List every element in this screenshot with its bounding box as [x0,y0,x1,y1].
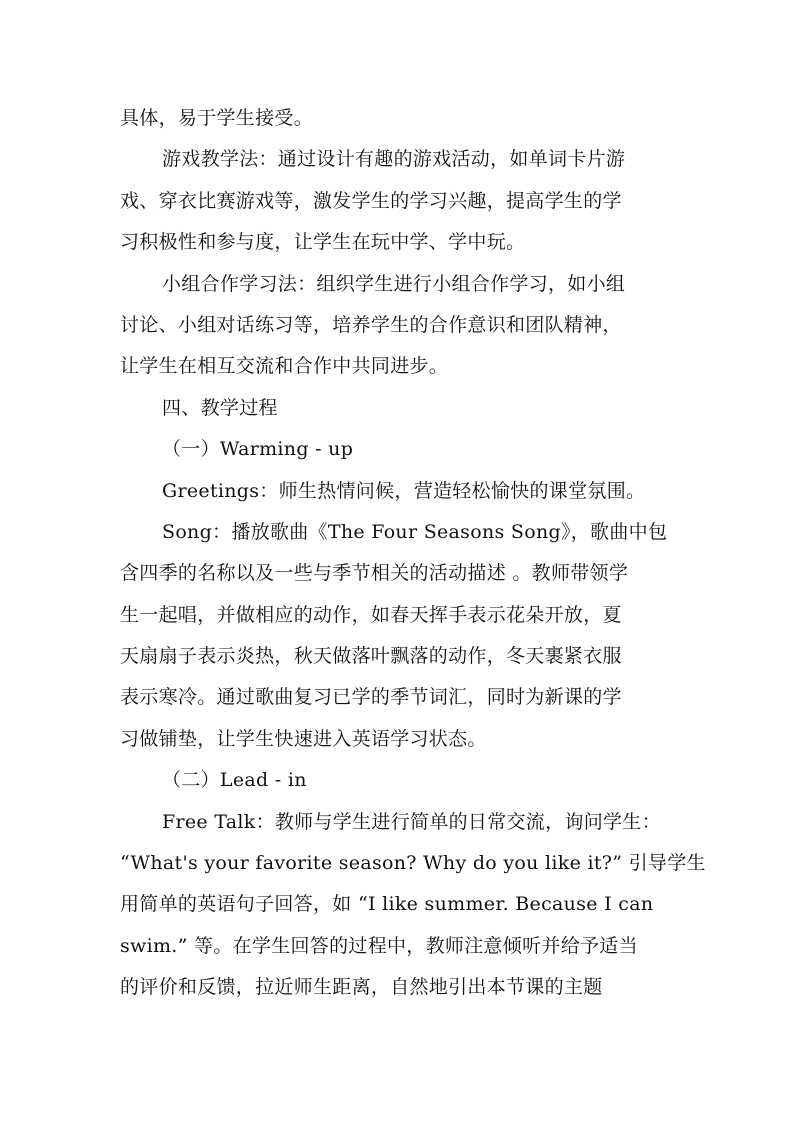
text-line: “What's your favorite season? Why do you like it?” 引导学生 [120,852,706,875]
text-line: 习积极性和参与度，让学生在玩中学、学中玩。 [120,231,526,254]
text-line: swim.” 等。在学生回答的过程中，教师注意倾听并给予适当 [120,934,638,957]
paragraph-line: Song：播放歌曲《The Four Seasons Song》，歌曲中包 [162,520,668,543]
paragraph-line: Free Talk：教师与学生进行简单的日常交流，询问学生： [162,810,661,833]
subsection-heading-lead-in: （二）Lead - in [162,769,307,792]
text-line: 习做铺垫，让学生快速进入英语学习状态。 [120,727,487,750]
document-body [120,98,706,1009]
paragraph-line: 小组合作学习法：组织学生进行小组合作学习，如小组 [162,272,626,295]
text-line: 生一起唱，并做相应的动作，如春天挥手表示花朵开放，夏 [120,603,622,626]
text-line: 含四季的名称以及一些与季节相关的活动描述 。教师带领学 [120,562,629,585]
paragraph-line: 游戏教学法：通过设计有趣的游戏活动，如单词卡片游 [162,148,626,171]
subsection-heading-warming-up: （一）Warming - up [162,438,354,461]
text-line: 戏、穿衣比赛游戏等，激发学生的学习兴趣，提高学生的学 [120,189,622,212]
text-line: 的评价和反馈，拉近师生距离，自然地引出本节课的主题 [120,976,603,999]
text-line: 天扇扇子表示炎热，秋天做落叶飘落的动作，冬天裹紧衣服 [120,645,622,668]
text-line: 具体，易于学生接受。 [120,107,314,129]
text-line: 让学生在相互交流和合作中共同进步。 [120,355,449,378]
section-heading: 四、教学过程 [162,396,278,419]
text-line: 表示寒冷。通过歌曲复习已学的季节词汇，同时为新课的学 [120,686,622,709]
text-line: 讨论、小组对话练习等，培养学生的合作意识和团队精神， [120,313,622,336]
paragraph-line: Greetings：师生热情问候，营造轻松愉快的课堂氛围。 [162,479,646,502]
text-line: 用简单的英语句子回答，如 “I like summer. Because I can [120,893,654,916]
